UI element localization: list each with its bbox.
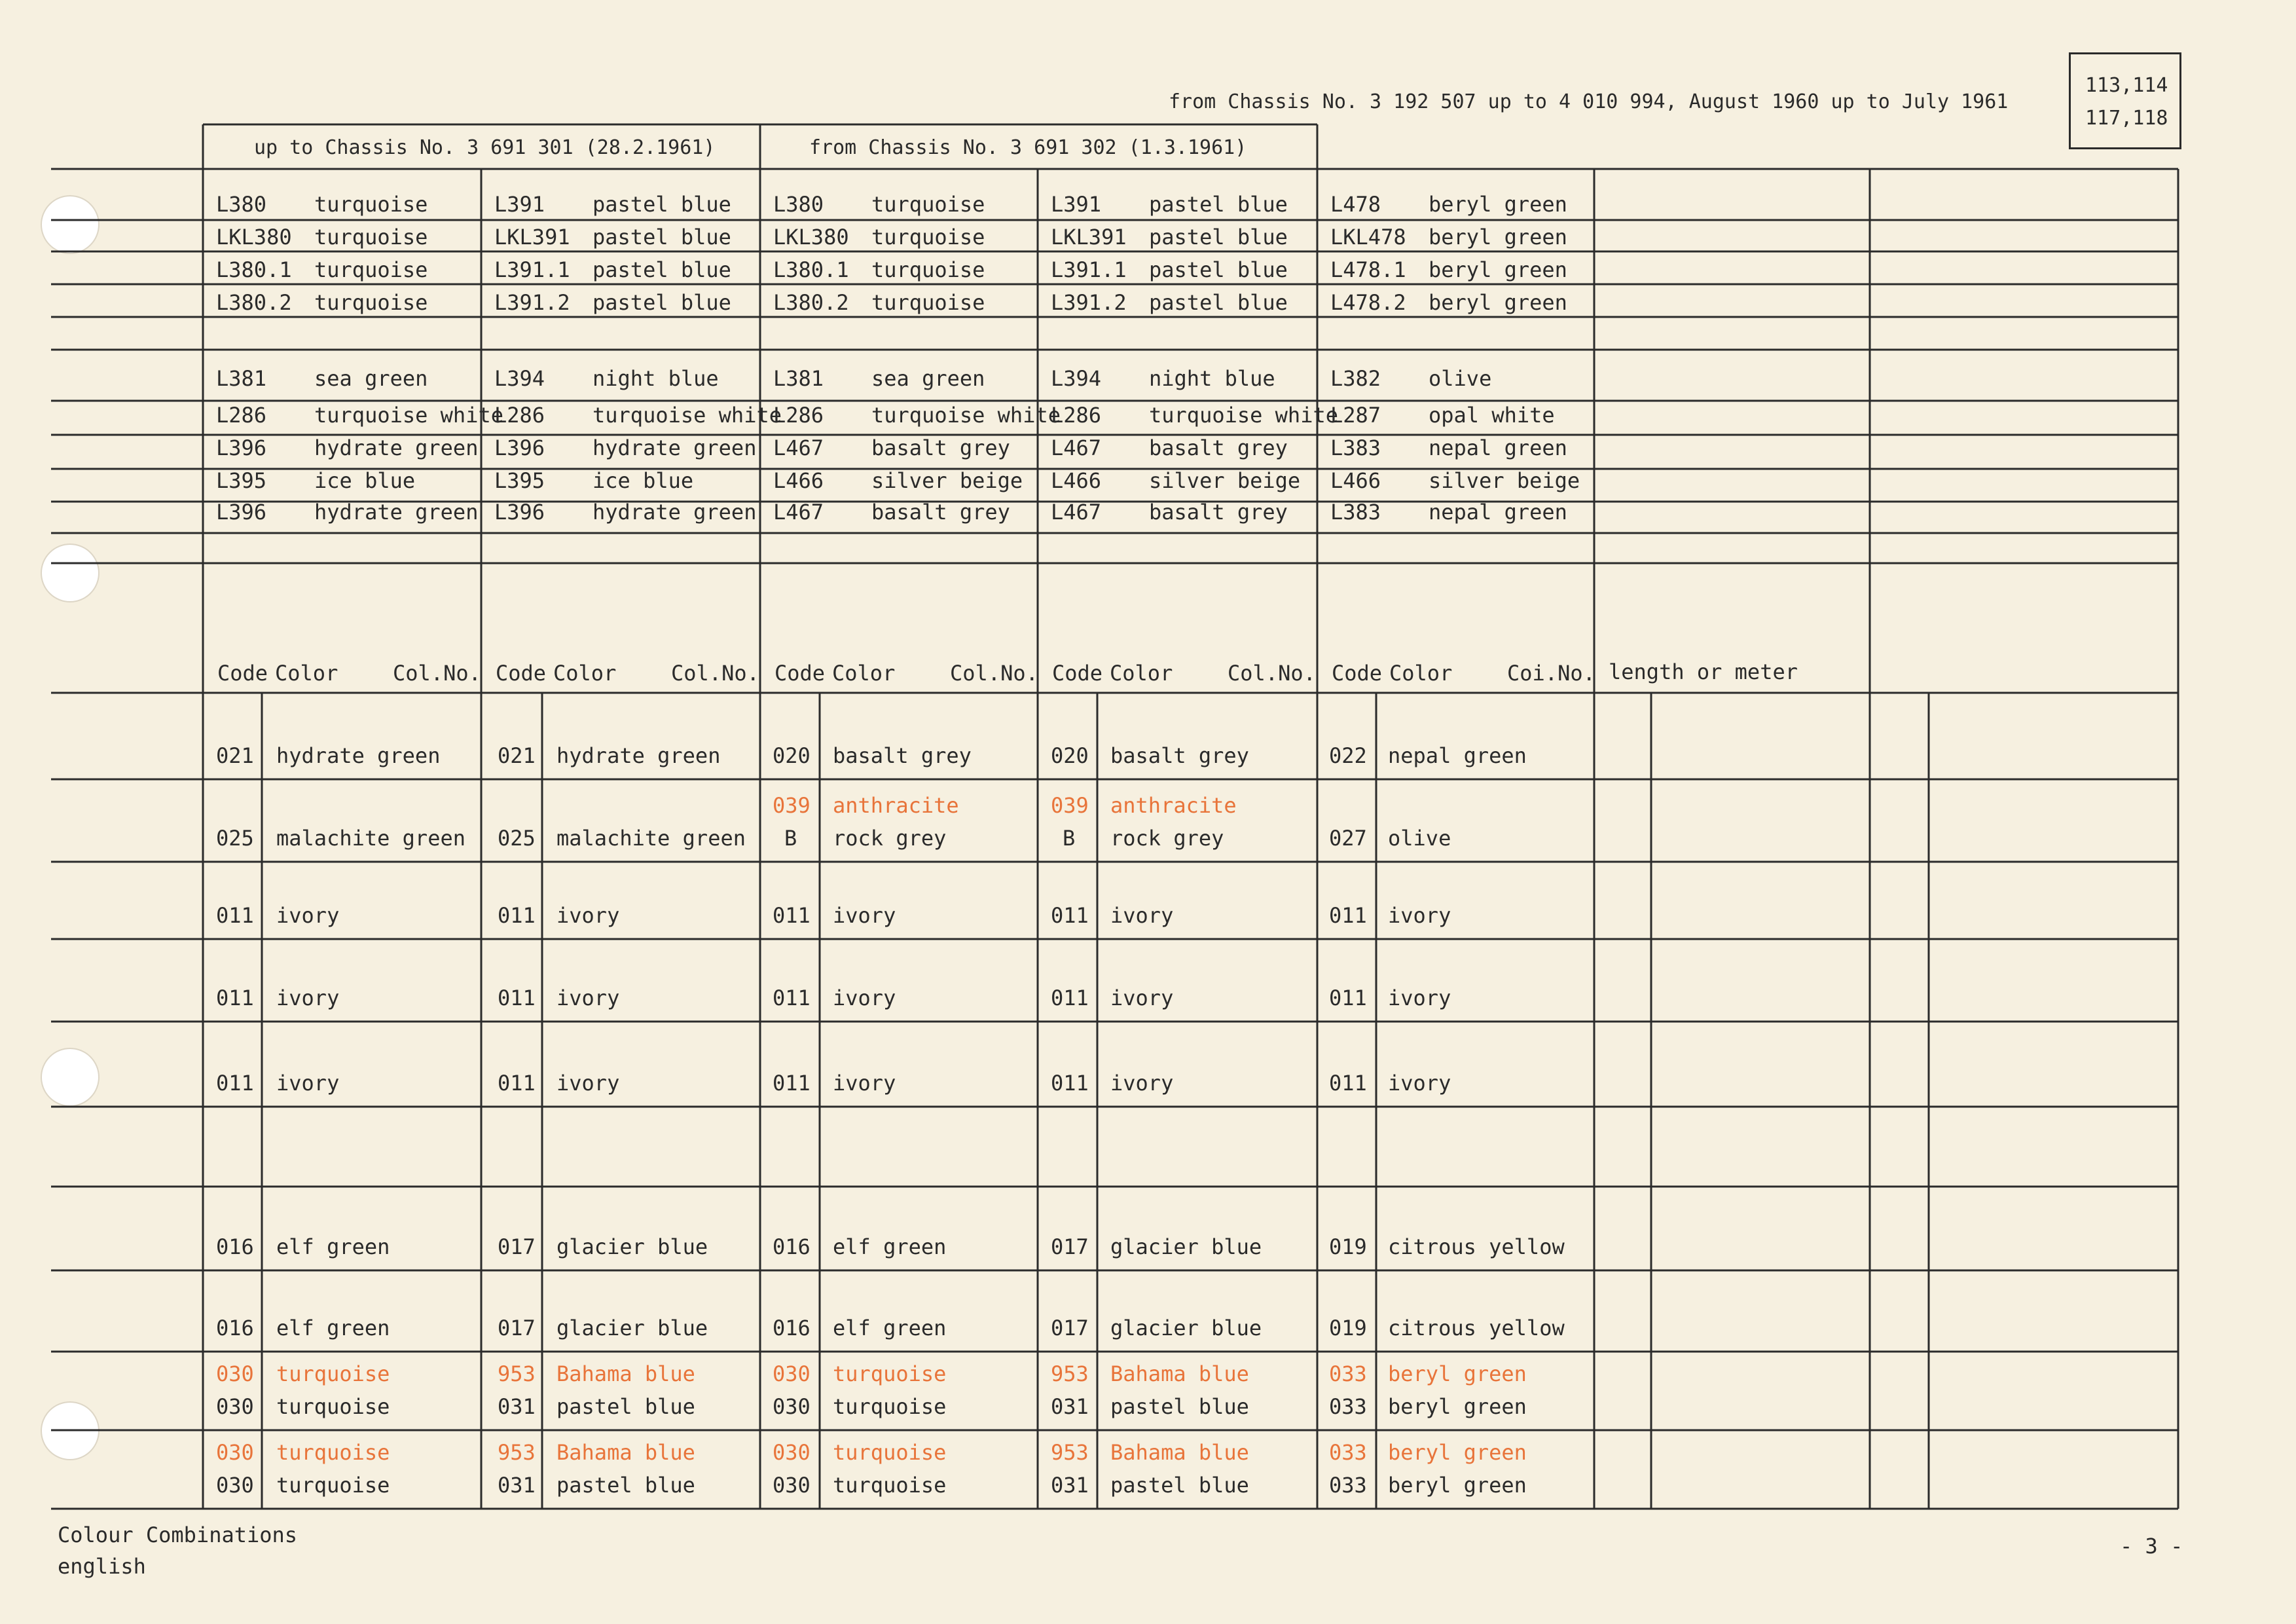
- colour-name-highlight: Bahama blue: [1110, 1361, 1249, 1386]
- paint-code: L478.2: [1330, 290, 1406, 315]
- paint-name: turquoise: [314, 257, 428, 282]
- colour-name: citrous yellow: [1388, 1234, 1565, 1259]
- paint-name: turquoise white: [1149, 403, 1338, 428]
- paint-name: silver beige: [1429, 468, 1580, 493]
- paint-name: hydrate green: [314, 500, 479, 525]
- colour-name-highlight: Bahama blue: [556, 1361, 695, 1386]
- paint-code: L396: [216, 435, 267, 460]
- colour-code: 017: [498, 1316, 536, 1340]
- colour-name: glacier blue: [556, 1316, 708, 1340]
- paint-code: L380: [216, 192, 267, 217]
- colour-name: ivory: [1110, 903, 1174, 928]
- paint-name: turquoise: [314, 290, 428, 315]
- colour-name: rock grey: [833, 826, 947, 851]
- colour-code: 011: [773, 903, 811, 928]
- footer-language: english: [58, 1554, 146, 1579]
- paint-code: L394: [494, 366, 545, 391]
- colour-name: ivory: [1110, 1071, 1174, 1096]
- colour-name: citrous yellow: [1388, 1316, 1565, 1340]
- paint-code: L395: [216, 468, 267, 493]
- header-col-no: Coi.No.: [1507, 661, 1595, 686]
- header-col-no: Col.No.: [671, 661, 759, 686]
- colour-name: elf green: [276, 1234, 390, 1259]
- paint-name: pastel blue: [592, 192, 731, 217]
- paint-name: pastel blue: [1149, 257, 1288, 282]
- paint-code: L382: [1330, 366, 1381, 391]
- colour-name: malachite green: [556, 826, 746, 851]
- paint-code: L383: [1330, 435, 1381, 460]
- colour-code: 016: [216, 1316, 254, 1340]
- model-numbers-2: 117,118: [2085, 107, 2168, 130]
- paint-name: pastel blue: [592, 225, 731, 249]
- colour-name: ivory: [1388, 903, 1451, 928]
- paint-name: pastel blue: [1149, 192, 1288, 217]
- colour-code-highlight: 953: [1051, 1361, 1089, 1386]
- group-right-title: from Chassis No. 3 691 302 (1.3.1961): [809, 136, 1247, 159]
- paint-name: turquoise: [871, 225, 985, 249]
- colour-code: 019: [1329, 1234, 1367, 1259]
- paint-code: L380.1: [773, 257, 849, 282]
- chassis-range-title: from Chassis No. 3 192 507 up to 4 010 994, August 1960 up to July 1961: [1169, 90, 2009, 113]
- colour-code: 011: [498, 986, 536, 1010]
- colour-code-highlight: 039: [773, 793, 811, 818]
- header-code: Code: [1332, 661, 1383, 686]
- colour-name: hydrate green: [276, 743, 441, 768]
- paint-code: LKL478: [1330, 225, 1406, 249]
- colour-name: ivory: [833, 986, 896, 1010]
- colour-code-highlight: 030: [773, 1440, 811, 1465]
- paint-name: sea green: [871, 366, 985, 391]
- paint-name: hydrate green: [314, 435, 479, 460]
- paint-code: L391.2: [1051, 290, 1127, 315]
- paint-name: olive: [1429, 366, 1492, 391]
- paint-code: L467: [1051, 435, 1102, 460]
- colour-name: ivory: [556, 1071, 620, 1096]
- paint-code: L466: [773, 468, 824, 493]
- header-color: Color: [553, 661, 617, 686]
- paint-name: turquoise: [871, 192, 985, 217]
- colour-code: 011: [498, 903, 536, 928]
- colour-name: nepal green: [1388, 743, 1527, 768]
- colour-name: turquoise: [833, 1473, 947, 1498]
- page-number: - 3 -: [2120, 1534, 2183, 1559]
- paint-code: LKL391: [1051, 225, 1127, 249]
- colour-code: 011: [773, 986, 811, 1010]
- colour-name: pastel blue: [1110, 1473, 1249, 1498]
- paint-code: L466: [1051, 468, 1102, 493]
- colour-name: ivory: [1388, 986, 1451, 1010]
- colour-code: 031: [498, 1394, 536, 1419]
- paint-name: pastel blue: [1149, 290, 1288, 315]
- header-color: Color: [832, 661, 896, 686]
- header-color: Color: [1389, 661, 1453, 686]
- paint-name: pastel blue: [592, 257, 731, 282]
- model-numbers-1: 113,114: [2085, 74, 2168, 97]
- header-code: Code: [1052, 661, 1103, 686]
- colour-name: hydrate green: [556, 743, 721, 768]
- colour-name: glacier blue: [556, 1234, 708, 1259]
- colour-code: 011: [1051, 1071, 1089, 1096]
- colour-name: beryl green: [1388, 1394, 1527, 1419]
- colour-code: 031: [498, 1473, 536, 1498]
- paint-name: pastel blue: [592, 290, 731, 315]
- colour-code-highlight: 953: [498, 1440, 536, 1465]
- colour-name: pastel blue: [556, 1473, 695, 1498]
- colour-name-highlight: turquoise: [276, 1440, 390, 1465]
- paint-name: hydrate green: [592, 435, 757, 460]
- colour-name: elf green: [833, 1316, 947, 1340]
- paint-code: L391.1: [1051, 257, 1127, 282]
- paint-name: turquoise: [871, 257, 985, 282]
- colour-code: 011: [1051, 903, 1089, 928]
- paint-code: L396: [494, 435, 545, 460]
- colour-name: rock grey: [1110, 826, 1224, 851]
- colour-code: 011: [773, 1071, 811, 1096]
- colour-code-highlight: 039: [1051, 793, 1089, 818]
- paint-code: L467: [773, 500, 824, 525]
- paint-code: L394: [1051, 366, 1102, 391]
- colour-name: turquoise: [833, 1394, 947, 1419]
- paint-code: LKL380: [773, 225, 849, 249]
- colour-name: ivory: [276, 903, 340, 928]
- paint-name: opal white: [1429, 403, 1555, 428]
- colour-name-highlight: anthracite: [833, 793, 959, 818]
- colour-code: 030: [216, 1394, 254, 1419]
- paint-code: L383: [1330, 500, 1381, 525]
- colour-name: pastel blue: [1110, 1394, 1249, 1419]
- paint-code: L380: [773, 192, 824, 217]
- colour-code: 030: [773, 1394, 811, 1419]
- colour-code-highlight: 953: [1051, 1440, 1089, 1465]
- colour-code: 016: [773, 1234, 811, 1259]
- paint-name: turquoise white: [592, 403, 782, 428]
- paint-name: turquoise: [314, 192, 428, 217]
- paint-code: L381: [773, 366, 824, 391]
- colour-name-highlight: Bahama blue: [556, 1440, 695, 1465]
- colour-code: 016: [216, 1234, 254, 1259]
- paint-code: L286: [216, 403, 267, 428]
- header-color: Color: [1110, 661, 1173, 686]
- colour-name: ivory: [556, 986, 620, 1010]
- colour-code: 030: [773, 1473, 811, 1498]
- colour-code: 011: [1329, 903, 1367, 928]
- colour-code: 027: [1329, 826, 1367, 851]
- paint-code: LKL380: [216, 225, 292, 249]
- colour-code: 030: [216, 1473, 254, 1498]
- colour-code-highlight: 953: [498, 1361, 536, 1386]
- paint-name: turquoise: [314, 225, 428, 249]
- paint-name: pastel blue: [1149, 225, 1288, 249]
- paint-name: beryl green: [1429, 225, 1567, 249]
- colour-name-highlight: anthracite: [1110, 793, 1237, 818]
- paint-code: L395: [494, 468, 545, 493]
- paint-name: basalt grey: [1149, 435, 1288, 460]
- paint-code: L478: [1330, 192, 1381, 217]
- colour-name: malachite green: [276, 826, 465, 851]
- colour-code: 011: [216, 986, 254, 1010]
- colour-code-highlight: 030: [216, 1440, 254, 1465]
- colour-name: olive: [1388, 826, 1451, 851]
- colour-code: 011: [1051, 986, 1089, 1010]
- colour-code: 011: [1329, 986, 1367, 1010]
- colour-code: 011: [498, 1071, 536, 1096]
- colour-name: turquoise: [276, 1473, 390, 1498]
- colour-code: 011: [1329, 1071, 1367, 1096]
- colour-code: 011: [216, 903, 254, 928]
- header-code: Code: [496, 661, 547, 686]
- colour-code: 021: [498, 743, 536, 768]
- colour-code: 021: [216, 743, 254, 768]
- paint-name: turquoise: [871, 290, 985, 315]
- colour-code: 031: [1051, 1473, 1089, 1498]
- colour-code: 025: [498, 826, 536, 851]
- colour-code: 022: [1329, 743, 1367, 768]
- colour-code-highlight: 033: [1329, 1361, 1367, 1386]
- paint-name: hydrate green: [592, 500, 757, 525]
- colour-code: 017: [498, 1234, 536, 1259]
- colour-name-highlight: Bahama blue: [1110, 1440, 1249, 1465]
- colour-code: 020: [773, 743, 811, 768]
- colour-code: 033: [1329, 1473, 1367, 1498]
- colour-name: turquoise: [276, 1394, 390, 1419]
- paint-name: ice blue: [314, 468, 416, 493]
- colour-code: 020: [1051, 743, 1089, 768]
- paint-name: beryl green: [1429, 290, 1567, 315]
- colour-name: elf green: [276, 1316, 390, 1340]
- colour-code-highlight: 030: [216, 1361, 254, 1386]
- colour-code: 031: [1051, 1394, 1089, 1419]
- paint-code: L381: [216, 366, 267, 391]
- colour-code: 025: [216, 826, 254, 851]
- colour-name-highlight: beryl green: [1388, 1361, 1527, 1386]
- paint-code: L380.2: [773, 290, 849, 315]
- header-col-no: Col.No.: [1228, 661, 1316, 686]
- paint-code: L391.1: [494, 257, 570, 282]
- paint-code: L466: [1330, 468, 1381, 493]
- paint-name: night blue: [1149, 366, 1275, 391]
- colour-code: 017: [1051, 1234, 1089, 1259]
- colour-name: ivory: [833, 1071, 896, 1096]
- colour-code: 019: [1329, 1316, 1367, 1340]
- paint-code: L380.2: [216, 290, 292, 315]
- paint-code: L391.2: [494, 290, 570, 315]
- colour-name: basalt grey: [1110, 743, 1249, 768]
- header-col-no: Col.No.: [393, 661, 481, 686]
- paint-code: L396: [494, 500, 545, 525]
- paint-name: night blue: [592, 366, 719, 391]
- colour-name-highlight: beryl green: [1388, 1440, 1527, 1465]
- paint-code: L467: [1051, 500, 1102, 525]
- header-color: Color: [275, 661, 338, 686]
- colour-code: 011: [216, 1071, 254, 1096]
- colour-name: ivory: [556, 903, 620, 928]
- header-code: Code: [774, 661, 826, 686]
- paint-name: beryl green: [1429, 257, 1567, 282]
- paint-code: L478.1: [1330, 257, 1406, 282]
- paint-code: LKL391: [494, 225, 570, 249]
- group-left-title: up to Chassis No. 3 691 301 (28.2.1961): [254, 136, 716, 159]
- paint-code: L286: [494, 403, 545, 428]
- paint-name: basalt grey: [1149, 500, 1288, 525]
- paint-code: L396: [216, 500, 267, 525]
- paint-name: nepal green: [1429, 435, 1567, 460]
- colour-code: 017: [1051, 1316, 1089, 1340]
- colour-code-highlight: 033: [1329, 1440, 1367, 1465]
- paint-name: basalt grey: [871, 500, 1010, 525]
- paint-name: turquoise white: [314, 403, 503, 428]
- paint-code: L287: [1330, 403, 1381, 428]
- paint-name: silver beige: [1149, 468, 1301, 493]
- paint-name: sea green: [314, 366, 428, 391]
- paint-name: ice blue: [592, 468, 694, 493]
- paint-code: L286: [773, 403, 824, 428]
- colour-name: glacier blue: [1110, 1316, 1262, 1340]
- colour-name: ivory: [1110, 986, 1174, 1010]
- paint-name: turquoise white: [871, 403, 1061, 428]
- paint-name: silver beige: [871, 468, 1023, 493]
- colour-code: B: [1063, 826, 1076, 851]
- colour-name: beryl green: [1388, 1473, 1527, 1498]
- colour-code: B: [784, 826, 797, 851]
- colour-code-highlight: 030: [773, 1361, 811, 1386]
- header-code: Code: [217, 661, 268, 686]
- colour-name: ivory: [276, 1071, 340, 1096]
- colour-name: ivory: [276, 986, 340, 1010]
- colour-name: pastel blue: [556, 1394, 695, 1419]
- colour-name: basalt grey: [833, 743, 972, 768]
- paint-name: nepal green: [1429, 500, 1567, 525]
- paint-code: L391: [494, 192, 545, 217]
- colour-code: 033: [1329, 1394, 1367, 1419]
- colour-name-highlight: turquoise: [276, 1361, 390, 1386]
- header-col-no: Col.No.: [950, 661, 1038, 686]
- header-length-or-meter: length or meter: [1609, 659, 1798, 684]
- colour-name: elf green: [833, 1234, 947, 1259]
- colour-name: glacier blue: [1110, 1234, 1262, 1259]
- colour-name: ivory: [1388, 1071, 1451, 1096]
- paint-code: L467: [773, 435, 824, 460]
- colour-name-highlight: turquoise: [833, 1361, 947, 1386]
- colour-name-highlight: turquoise: [833, 1440, 947, 1465]
- footer-title: Colour Combinations: [58, 1522, 298, 1547]
- paint-code: L380.1: [216, 257, 292, 282]
- paint-code: L391: [1051, 192, 1102, 217]
- paint-name: basalt grey: [871, 435, 1010, 460]
- paint-name: beryl green: [1429, 192, 1567, 217]
- paint-code: L286: [1051, 403, 1102, 428]
- colour-name: ivory: [833, 903, 896, 928]
- colour-code: 016: [773, 1316, 811, 1340]
